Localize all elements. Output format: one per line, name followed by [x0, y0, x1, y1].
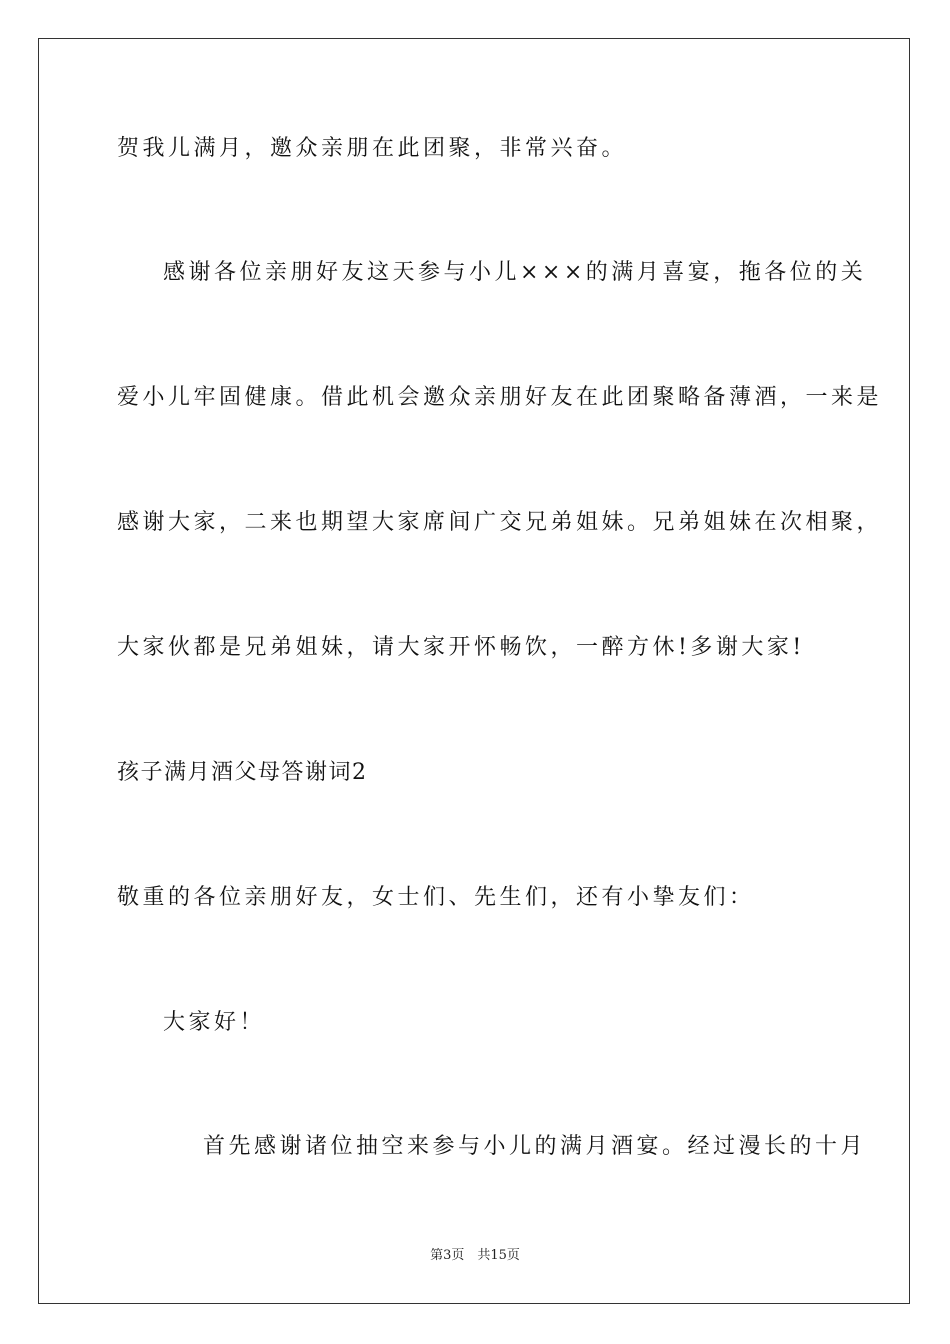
paragraph-line-4: 感谢大家，二来也期望大家席间广交兄弟姐妹。兄弟姐妹在次相聚，	[117, 510, 883, 535]
paragraph-line-6: 首先感谢诸位抽空来参与小儿的满月酒宴。经过漫长的十月	[203, 1134, 867, 1159]
page-border	[38, 38, 910, 1304]
paragraph-line-1: 贺我儿满月，邀众亲朋在此团聚，非常兴奋。	[117, 136, 628, 161]
section-heading: 孩子满月酒父母答谢词2	[117, 760, 368, 785]
paragraph-line-3: 爱小儿牢固健康。借此机会邀众亲朋好友在此团聚略备薄酒，一来是	[117, 385, 883, 410]
paragraph-line-5: 大家伙都是兄弟姐妹，请大家开怀畅饮，一醉方休!多谢大家!	[117, 635, 805, 660]
salutation-line: 敬重的各位亲朋好友，女士们、先生们，还有小挚友们：	[117, 885, 755, 910]
greeting-line: 大家好！	[163, 1010, 266, 1035]
page-number-footer: 第3页 共15页	[430, 1248, 520, 1263]
paragraph-line-2: 感谢各位亲朋好友这天参与小儿×××的满月喜宴，拖各位的关	[163, 260, 867, 285]
